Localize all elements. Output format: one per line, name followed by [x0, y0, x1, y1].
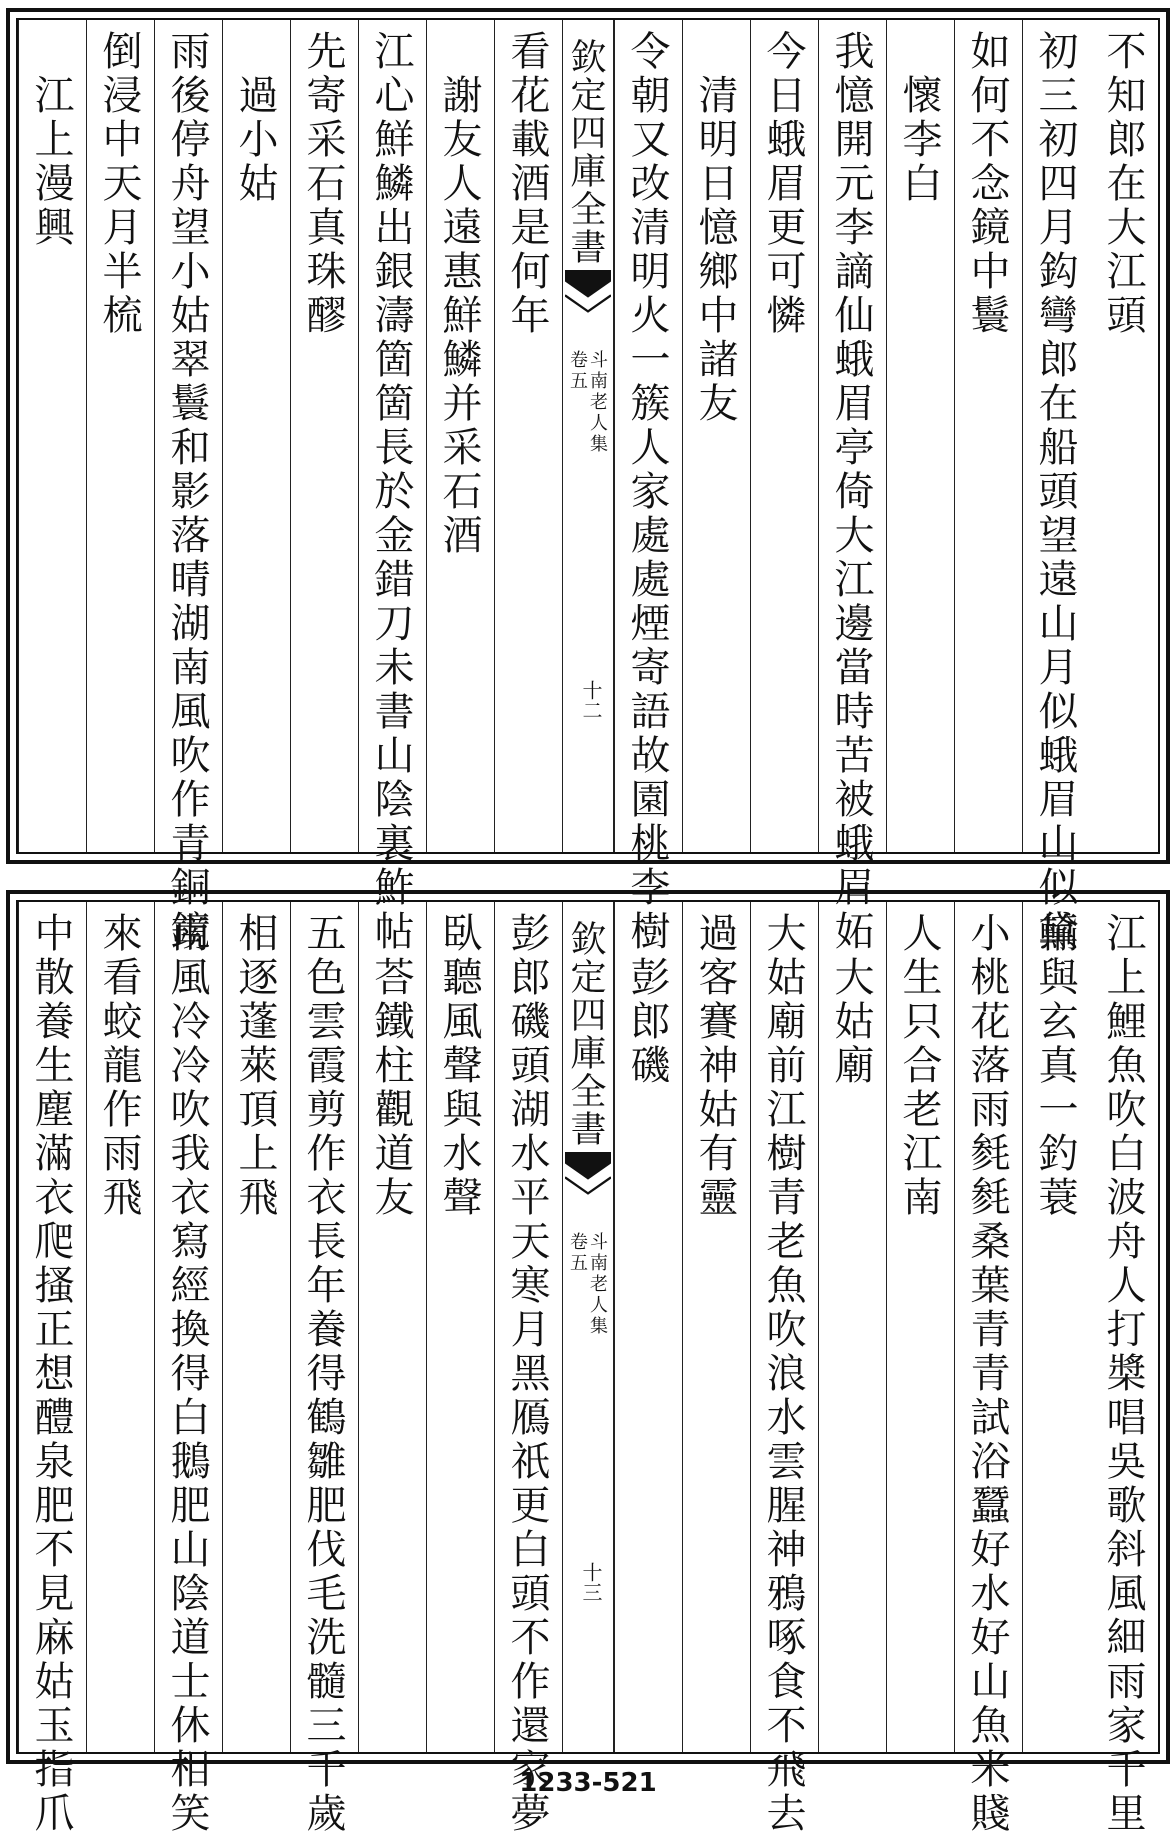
text-column	[18, 902, 86, 1836]
poem-line: 我憶開元李謫仙蛾眉亭倚大江邊當時苦被蛾眉妬	[828, 30, 874, 954]
poem-line: 臥聽風聲與水聲	[436, 912, 482, 1220]
poem-title: 過小姑	[232, 30, 278, 206]
poem-line: 大姑廟前江樹青老魚吹浪水雲腥神鴉啄食不飛去	[760, 912, 806, 1836]
poem-title: 江上漫興	[28, 30, 74, 250]
poem-line: 輸與玄真一釣蓑	[1032, 912, 1078, 1220]
poem-line: 小桃花落雨毵毵桑葉青青試浴蠶好水好山魚米賤	[964, 912, 1010, 1836]
poem-line: 彭郎磯頭湖水平天寒月黑鴈祇更白頭不作還家夢	[504, 912, 550, 1836]
poem-line: 今日蛾眉更可憐	[760, 30, 806, 338]
text-column	[614, 902, 682, 1752]
page-number: 十二	[579, 680, 603, 720]
book-name: 斗南老人集	[587, 1232, 608, 1337]
text-column	[954, 902, 1022, 1836]
poem-line: 江心鮮鱗出銀濤箇箇長於金錯刀未書山陰裏鮓帖	[368, 30, 414, 954]
book-name: 斗南老人集	[587, 350, 608, 455]
text-column	[18, 20, 86, 852]
collection-title: 欽定四庫全書	[565, 38, 606, 266]
text-column	[154, 20, 222, 954]
top-page-inner-border	[16, 18, 1160, 954]
text-column	[682, 902, 750, 1752]
text-column	[222, 902, 290, 1752]
poem-line: 五色雲霞剪作衣長年養得鶴雛肥伐毛洗髓三千歲	[300, 912, 346, 1836]
center-fold	[562, 902, 614, 1752]
poem-line: 江上鯉魚吹白波舟人打槳唱吳歌斜風細雨家千里	[1100, 912, 1146, 1836]
poem-line: 看花載酒是何年	[504, 30, 550, 338]
poem-line: 來看蛟龍作雨飛	[96, 912, 142, 1220]
poem-line: 人生只合老江南	[896, 912, 942, 1220]
text-column	[358, 20, 426, 954]
poem-line: 先寄采石真珠醪	[300, 30, 346, 338]
poem-title: 大姑廟	[828, 912, 874, 1088]
text-column	[1022, 902, 1090, 1752]
poem-line: 初三初四月鈎彎郎在船頭望遠山月似蛾眉山似黛	[1032, 30, 1078, 954]
center-fold	[562, 20, 614, 852]
page-footer-number: 1233-521	[519, 1768, 657, 1798]
text-column	[750, 902, 818, 1836]
text-column	[222, 20, 290, 852]
poem-line: 不知郎在大江頭	[1100, 30, 1146, 338]
poem-title: 彭郎磯	[624, 912, 670, 1088]
poem-line: 令朝又改清明火一簇人家處處煙寄語故園桃李樹	[624, 30, 670, 954]
text-column	[886, 20, 954, 852]
poem-title: 懷李白	[896, 30, 942, 206]
text-column	[750, 20, 818, 852]
poem-line: 南風冷冷吹我衣寫經換得白鵝肥山陰道士休相笑	[164, 912, 210, 1836]
poem-line: 過客賽神姑有靈	[692, 912, 738, 1220]
text-column	[494, 902, 562, 1836]
page-number: 十三	[579, 1562, 603, 1602]
top-page-frame	[6, 8, 1170, 954]
text-column	[1022, 20, 1090, 954]
poem-title: 清明日憶鄉中諸友	[692, 30, 738, 426]
poem-line: 中散養生塵滿衣爬搔正想醴泉肥不見麻姑玉指爪	[28, 912, 74, 1836]
juan-number: 卷五	[567, 1232, 588, 1274]
poem-title: 謝友人遠惠鮮鱗并采石酒	[436, 30, 482, 558]
text-column	[614, 20, 682, 954]
text-column	[1090, 902, 1158, 1836]
text-column	[426, 902, 494, 1752]
juan-number: 卷五	[567, 350, 588, 392]
text-column	[86, 902, 154, 1752]
text-column	[290, 20, 358, 852]
text-column	[682, 20, 750, 852]
text-column	[86, 20, 154, 852]
text-column	[494, 20, 562, 852]
text-column	[818, 20, 886, 954]
poem-line: 如何不念鏡中鬟	[964, 30, 1010, 338]
fish-tail-mark-icon	[565, 268, 611, 318]
fish-tail-mark-icon	[565, 1150, 611, 1200]
poem-line: 倒浸中天月半梳	[96, 30, 142, 338]
poem-line: 雨後停舟望小姑翠鬟和影落晴湖南風吹作青銅鏡	[164, 30, 210, 954]
text-column	[818, 902, 886, 1752]
text-column	[1090, 20, 1158, 852]
poem-title: 荅鐵柱觀道友	[368, 912, 414, 1220]
text-column	[358, 902, 426, 1752]
collection-title: 欽定四庫全書	[565, 920, 606, 1148]
text-column	[154, 902, 222, 1836]
text-column	[426, 20, 494, 852]
text-column	[886, 902, 954, 1752]
text-column	[290, 902, 358, 1836]
poem-line: 相逐蓬萊頂上飛	[232, 912, 278, 1220]
text-column	[954, 20, 1022, 852]
